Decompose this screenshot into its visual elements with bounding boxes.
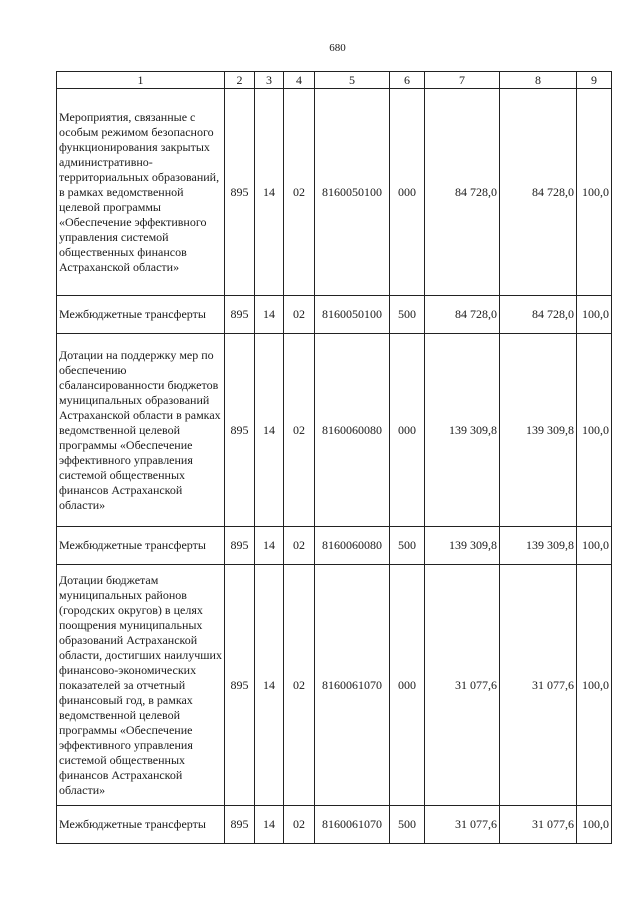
- admin-code: 895: [225, 296, 255, 334]
- subsection-code: 02: [284, 565, 315, 806]
- amount-col-7: 139 309,8: [425, 334, 500, 527]
- budget-table: [56, 71, 612, 844]
- target-article-code: 8160061070: [315, 806, 390, 844]
- percent-value: 100,0: [577, 527, 612, 565]
- percent-value: 100,0: [577, 89, 612, 296]
- percent-value: 100,0: [577, 806, 612, 844]
- admin-code: 895: [225, 565, 255, 806]
- table-row: [57, 527, 612, 565]
- amount-col-8: 31 077,6: [500, 565, 577, 806]
- row-description: Дотации на поддержку мер по обеспечению сбалансированности бюджетов муниципальных образований Астраханской области в рамках ведомственной целевой программы «Обеспечение эффективного управления системой общественных финансов Астраханской области»: [57, 334, 225, 527]
- amount-col-8: 139 309,8: [500, 334, 577, 527]
- header-col-4: 4: [284, 72, 315, 89]
- target-article-code: 8160060080: [315, 334, 390, 527]
- target-article-code: 8160060080: [315, 527, 390, 565]
- expense-type-code: 000: [390, 565, 425, 806]
- expense-type-code: 500: [390, 806, 425, 844]
- percent-value: 100,0: [577, 296, 612, 334]
- subsection-code: 02: [284, 806, 315, 844]
- admin-code: 895: [225, 806, 255, 844]
- expense-type-code: 000: [390, 334, 425, 527]
- table-row: [57, 334, 612, 527]
- amount-col-7: 139 309,8: [425, 527, 500, 565]
- amount-col-8: 31 077,6: [500, 806, 577, 844]
- table-row: [57, 296, 612, 334]
- section-code: 14: [255, 89, 284, 296]
- row-description: Межбюджетные трансферты: [57, 806, 225, 844]
- section-code: 14: [255, 806, 284, 844]
- header-col-3: 3: [255, 72, 284, 89]
- page-number: 680: [329, 42, 346, 54]
- section-code: 14: [255, 334, 284, 527]
- header-col-6: 6: [390, 72, 425, 89]
- amount-col-8: 84 728,0: [500, 89, 577, 296]
- header-col-7: 7: [425, 72, 500, 89]
- percent-value: 100,0: [577, 565, 612, 806]
- section-code: 14: [255, 565, 284, 806]
- target-article-code: 8160061070: [315, 565, 390, 806]
- header-col-8: 8: [500, 72, 577, 89]
- amount-col-7: 31 077,6: [425, 806, 500, 844]
- amount-col-8: 84 728,0: [500, 296, 577, 334]
- row-description: Межбюджетные трансферты: [57, 296, 225, 334]
- expense-type-code: 500: [390, 527, 425, 565]
- header-row: [57, 72, 612, 89]
- row-description: Мероприятия, связанные с особым режимом безопасного функционирования закрытых административно-территориальных образований, в рамках ведомственной целевой программы «Обеспечение эффективного управления системой общественных финансов Астраханской области»: [57, 89, 225, 296]
- amount-col-7: 84 728,0: [425, 89, 500, 296]
- admin-code: 895: [225, 334, 255, 527]
- row-description: Межбюджетные трансферты: [57, 527, 225, 565]
- subsection-code: 02: [284, 334, 315, 527]
- header-col-2: 2: [225, 72, 255, 89]
- subsection-code: 02: [284, 296, 315, 334]
- subsection-code: 02: [284, 527, 315, 565]
- amount-col-8: 139 309,8: [500, 527, 577, 565]
- target-article-code: 8160050100: [315, 296, 390, 334]
- header-col-1: 1: [57, 72, 225, 89]
- target-article-code: 8160050100: [315, 89, 390, 296]
- table-body: [57, 89, 612, 844]
- admin-code: 895: [225, 527, 255, 565]
- expense-type-code: 000: [390, 89, 425, 296]
- section-code: 14: [255, 527, 284, 565]
- amount-col-7: 84 728,0: [425, 296, 500, 334]
- table-row: [57, 89, 612, 296]
- admin-code: 895: [225, 89, 255, 296]
- row-description: Дотации бюджетам муниципальных районов (городских округов) в целях поощрения муниципальных образований Астраханской области, достигших наилучших финансово-экономических показателей за отчетный финансовый год, в рамках ведомственной целевой программы «Обеспечение эффективного управления системой общественных финансов Астраханской области»: [57, 565, 225, 806]
- table-header: [57, 72, 612, 89]
- header-col-5: 5: [315, 72, 390, 89]
- section-code: 14: [255, 296, 284, 334]
- percent-value: 100,0: [577, 334, 612, 527]
- expense-type-code: 500: [390, 296, 425, 334]
- header-col-9: 9: [577, 72, 612, 89]
- table-row: [57, 565, 612, 806]
- subsection-code: 02: [284, 89, 315, 296]
- table-row: [57, 806, 612, 844]
- amount-col-7: 31 077,6: [425, 565, 500, 806]
